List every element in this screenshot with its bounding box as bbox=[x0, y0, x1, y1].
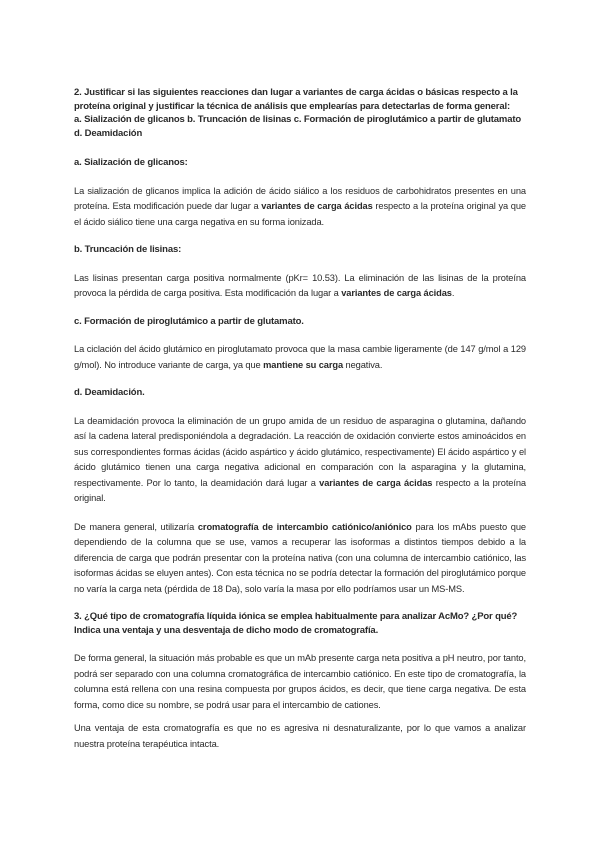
section-a-text: La sialización de glicanos implica la adición de ácido siálico a los residuos de carbohidratos presentes en una proteína. Esta modificación puede dar lugar a bbox=[74, 185, 526, 211]
question-2-statement: 2. Justificar si las siguientes reacciones dan lugar a variantes de carga ácidas o básicas respecto a la proteína original y justificar la técnica de análisis que emplearías para detectarlas de forma general: bbox=[74, 87, 518, 112]
section-b-bold: variantes de carga ácidas bbox=[341, 288, 452, 298]
general-technique-paragraph bbox=[74, 520, 526, 598]
section-c-paragraph bbox=[74, 342, 526, 373]
section-c-bold: mantiene su carga bbox=[263, 359, 344, 370]
section-d-text-end: respecto a la proteína original. bbox=[74, 477, 526, 503]
section-b-paragraph bbox=[74, 271, 526, 302]
section-c-text: La ciclación del ácido glutámico en piroglutamato provoca que la masa cambie ligeramente (de 147 g/mol a 129 g/mol). No introduce variante de carga, ya que bbox=[74, 344, 526, 370]
section-d-paragraph bbox=[74, 414, 526, 507]
section-a-paragraph bbox=[74, 184, 526, 231]
section-b-text-end: . bbox=[451, 288, 455, 298]
question-2-options: a. Sialización de glicanos b. Truncación de lisinas c. Formación de piroglutámico a partir de glutamato d. Deamidación bbox=[74, 114, 521, 139]
general-text-end: para los mAbs puesto que dependiendo de la columna que se use, vamos a recuperar las isoformas a distintos tiempos debido a la diferencia de carga que podrán presentar con la proteína nativa (con una columna de intercambio catiónico, las isoformas ácidas se eluyen antes). Con esta técnica no se podría detectar la formación del piroglutámico porque no varía la carga neta (pérdida de 18 Da), solo varía la masa por ello podríamos usar un MS-MS. bbox=[74, 521, 526, 594]
general-bold: cromatografía de intercambio catiónico/aniónico bbox=[197, 521, 412, 532]
section-b-title: b. Truncación de lisinas: bbox=[74, 244, 182, 255]
question-3-paragraph-1: De forma general, la situación más probable es que un mAb presente carga neta positiva a pH neutro, por tanto, podrá ser separado con una columna cromatográfica de intercambio catiónico. En este tipo de cromatografía, la columna está rellena con una resina compuesta por grupos ácidos, es decir, que tiene carga negativa. De esta forma, como dice su nombre, se podrá usar para el intercambio de cationes. bbox=[74, 653, 526, 710]
section-a-text-end: respecto a la proteína original ya que el ácido siálico tiene una carga negativa en su forma ionizada. bbox=[74, 201, 527, 227]
section-b-text: Las lisinas presentan carga positiva normalmente (pKr= 10.53). La eliminación de las lisinas de la proteína provoca la pérdida de carga positiva. Esta modificación da lugar a bbox=[74, 272, 526, 298]
section-d-title: d. Deamidación. bbox=[74, 387, 145, 398]
section-c-title: c. Formación de piroglutámico a partir de glutamato. bbox=[74, 315, 304, 327]
document-page bbox=[74, 86, 526, 765]
section-c-text-end: negativa. bbox=[343, 359, 383, 370]
section-d-text: La deamidación provoca la eliminación de un grupo amida de un residuo de asparagina o glutamina, dañando así la cadena lateral predisponiéndola a degradación. La reacción de oxidación convierte estos aminoácidos en sus correspondientes formas ácidas (ácido aspártico y ácido glutámico, respectivamente) El ácido aspártico y el ácido glutámico tienen una carga negativa adicional en comparación con la asparagina y la glutamina, respectivamente. Por lo tanto, la deamidación dará lugar a bbox=[74, 415, 526, 488]
question-3-paragraph-2: Una ventaja de esta cromatografía es que no es agresiva ni desnaturalizante, por lo que vamos a analizar nuestra proteína terapéutica intacta. bbox=[74, 723, 526, 749]
section-a-bold: variantes de carga ácidas bbox=[261, 201, 373, 211]
question-3-heading: 3. ¿Qué tipo de cromatografía líquida iónica se emplea habitualmente para analizar AcMo? ¿Por qué? Indica una ventaja y una desventaja de dicho modo de cromatografía. bbox=[74, 611, 518, 636]
section-d-bold: variantes de carga ácidas bbox=[319, 477, 433, 488]
general-text: De manera general, utilizaría bbox=[74, 521, 198, 532]
question-2-heading bbox=[74, 86, 526, 140]
section-a-title: a. Sialización de glicanos: bbox=[74, 157, 188, 168]
